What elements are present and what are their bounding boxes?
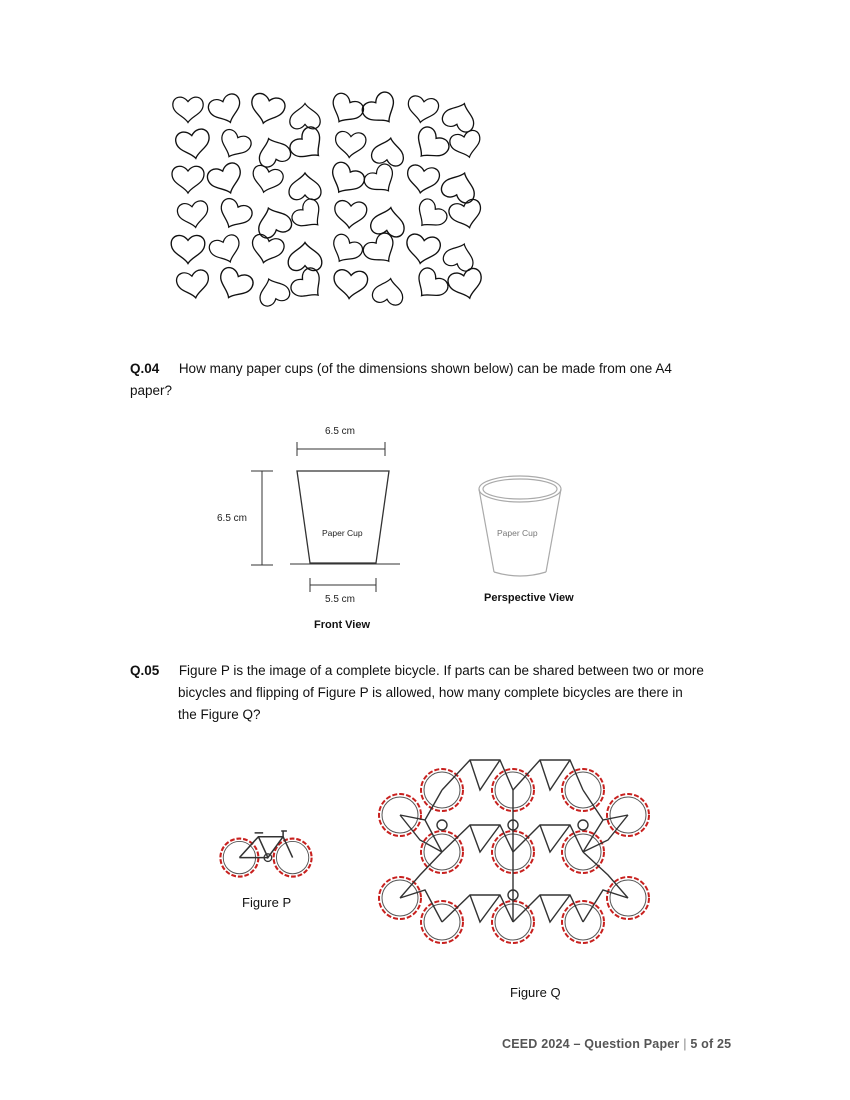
heart-shape	[290, 104, 320, 129]
bicycle-frame	[442, 895, 513, 922]
figure-p-caption: Figure P	[242, 895, 292, 910]
perspective-view-caption: Perspective View	[484, 592, 574, 604]
bicycle-frame	[513, 895, 583, 922]
heart-shape	[405, 164, 441, 196]
figure-q-caption: Figure Q	[510, 985, 561, 1000]
bicycle-frame	[583, 852, 628, 922]
heart-shape	[215, 127, 253, 163]
heart-shape	[172, 166, 204, 193]
dimension-top-width: 6.5 cm	[325, 426, 356, 437]
heart-shape	[288, 243, 322, 271]
heart-shape	[207, 233, 244, 267]
heart-shape	[446, 267, 486, 303]
question-text-q04-line1: How many paper cups (of the dimensions shown below) can be made from one A4	[178, 361, 672, 376]
heart-shape	[371, 276, 405, 306]
footer-page: 5 of 25	[690, 1037, 732, 1051]
footer-title: CEED 2024 – Question Paper	[502, 1037, 680, 1051]
dimension-height: 6.5 cm	[217, 513, 248, 524]
heart-shape	[405, 95, 439, 125]
figure-p-bicycle	[205, 815, 330, 890]
page-footer: CEED 2024 – Question Paper | 5 of 25	[502, 1037, 732, 1051]
bicycle-frame	[513, 825, 583, 852]
bicycle-frame	[400, 852, 442, 922]
heart-shape	[289, 173, 321, 200]
question-text-q04-line2: paper?	[130, 383, 173, 398]
heart-shape	[287, 124, 331, 168]
heart-shape	[174, 128, 212, 161]
heart-shape	[214, 196, 254, 234]
paper-cup-figure	[200, 420, 600, 640]
heart-shape	[404, 233, 442, 266]
heart-shape	[176, 200, 210, 230]
heart-shape	[289, 196, 328, 235]
figure-q-bicycles	[370, 740, 670, 970]
bicycle-frame	[583, 815, 628, 852]
heart-shape	[409, 265, 451, 306]
heart-shape	[410, 196, 450, 235]
perspective-view-cup	[479, 476, 561, 576]
heart-shape	[332, 269, 368, 300]
heart-shape	[247, 92, 287, 128]
heart-shape	[249, 164, 285, 196]
heart-shape	[206, 92, 245, 128]
heart-shape	[326, 232, 365, 269]
heart-shape	[254, 274, 291, 308]
question-text-q05-line2: bicycles and flipping of Figure P is allowed, how many complete bicycles are there in	[178, 685, 683, 700]
question-text-q05-line3: the Figure Q?	[178, 707, 261, 722]
heart-shape	[324, 159, 367, 200]
front-view-caption: Front View	[314, 619, 371, 631]
dimension-bottom-width: 5.5 cm	[325, 594, 356, 605]
heart-shape	[334, 131, 366, 159]
front-cup-label: Paper Cup	[322, 528, 363, 538]
heart-shape	[213, 265, 255, 305]
question-number-q04: Q.04	[130, 361, 160, 376]
heart-shape	[361, 161, 400, 199]
heart-shape	[440, 98, 479, 134]
heart-shape	[370, 135, 406, 167]
heart-shape	[175, 269, 211, 301]
heart-shape	[254, 133, 293, 169]
heart-shape	[205, 161, 246, 199]
bicycle	[220, 831, 311, 877]
heart-shape	[288, 265, 330, 307]
hearts-pattern-figure	[170, 85, 490, 315]
heart-shape	[448, 129, 484, 161]
heart-shape	[408, 124, 452, 167]
heart-shape	[447, 198, 485, 232]
heart-shape	[333, 200, 367, 229]
heart-shape	[248, 233, 286, 267]
front-view-cup	[297, 471, 389, 563]
heart-shape	[360, 230, 402, 270]
question-number-q05: Q.05	[130, 663, 160, 678]
question-text-q05-line1: Figure P is the image of a complete bicycle. If parts can be shared between two or more	[178, 663, 704, 678]
bicycle-frame	[442, 825, 513, 852]
perspective-cup-label: Paper Cup	[497, 528, 538, 538]
heart-shape	[171, 235, 205, 263]
heart-shape	[173, 97, 203, 122]
heart-shape	[325, 91, 366, 130]
heart-shape	[359, 89, 403, 131]
